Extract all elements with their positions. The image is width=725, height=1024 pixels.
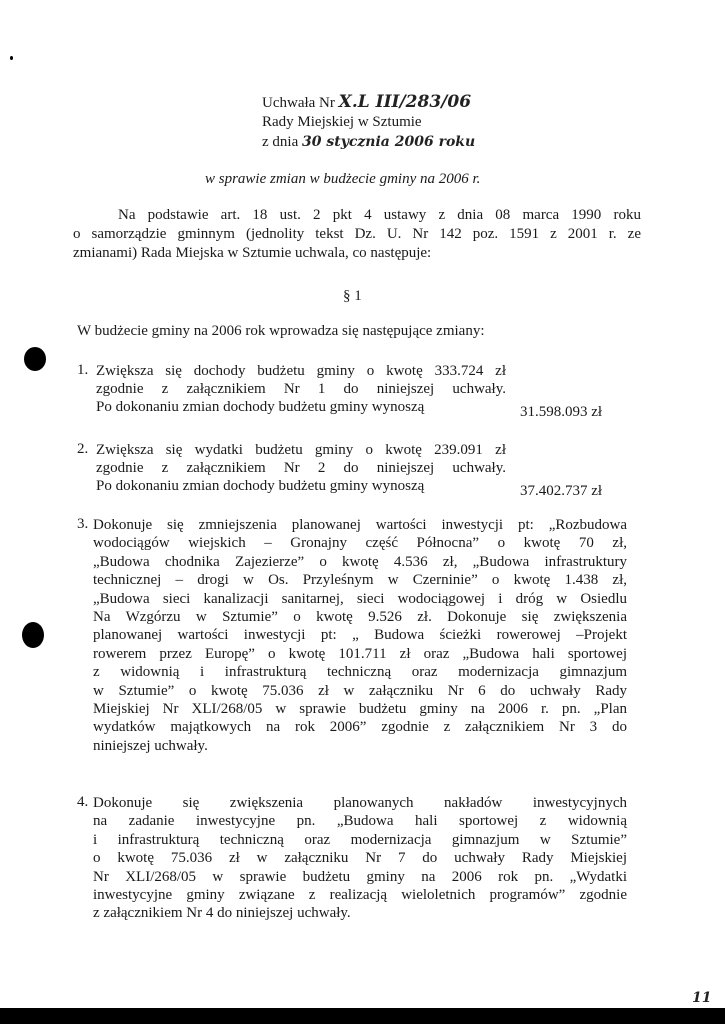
list-item bbox=[93, 794, 627, 923]
item-line: Nr XLI/268/05 w sprawie budżetu gminy na 2006 rok pn. „Wydatki bbox=[93, 868, 627, 885]
subject-line: w sprawie zmian w budżecie gminy na 2006 r. bbox=[205, 171, 481, 187]
council-name: Rady Miejskiej w Sztumie bbox=[262, 114, 422, 130]
page-number: 11 bbox=[692, 990, 712, 1006]
list-item bbox=[96, 362, 506, 416]
item-line: Po dokonaniu zmian dochody budżetu gminy wynoszą bbox=[96, 399, 425, 415]
item-amount: 31.598.093 zł bbox=[520, 404, 603, 420]
item-line: Zwiększa się wydatki budżetu gminy o kwotę 239.091 zł bbox=[96, 442, 506, 458]
item-number: 4. bbox=[77, 794, 89, 810]
item-line: Dokonuje się zwiększenia planowanych nakładów inwestycyjnych bbox=[93, 795, 627, 811]
preamble-line: zmianami) Rada Miejska w Sztumie uchwala, co następuje: bbox=[73, 245, 432, 261]
item-number: 3. bbox=[77, 516, 89, 532]
list-item bbox=[93, 516, 627, 755]
item-number: 2. bbox=[77, 441, 89, 457]
item-line: w Sztumie” o kwotę 75.036 zł w załączniku Nr 6 do uchwały Rady bbox=[93, 682, 627, 699]
date-value: 30 stycznia 2006 roku bbox=[301, 134, 476, 150]
item-line: wodociągów wiejskich – Gronajny część Północna” o kwotę 70 zł, bbox=[93, 535, 627, 552]
item-line: Na Wzgórzu w Sztumie” o kwotę 9.526 zł. Dokonuje się zwiększenia bbox=[93, 609, 627, 626]
item-line: wydatków majątkowych na rok 2006” zgodnie z załącznikiem Nr 3 do bbox=[93, 719, 627, 736]
item-amount: 37.402.737 zł bbox=[520, 483, 603, 499]
item-line: „Budowa chodnika Zajezierze” o kwotę 4.536 zł, „Budowa infrastruktury bbox=[93, 553, 627, 570]
item-line: inwestycyjne gminy związane z realizacją wieloletnich programów” zgodnie bbox=[93, 887, 627, 904]
item-line: na zadanie inwestycyjne pn. „Budowa hali sportowej z widownią bbox=[93, 813, 627, 830]
item-line: Miejskiej Nr XLI/268/05 w sprawie budżetu gminy na 2006 r. pn. „Plan bbox=[93, 701, 627, 718]
item-line: „Budowa sieci kanalizacji sanitarnej, sieci wodociągowej i dróg w Osiedlu bbox=[93, 590, 627, 607]
item-line: Dokonuje się zmniejszenia planowanej wartości inwestycji pt: „Rozbudowa bbox=[93, 517, 627, 533]
item-line: Po dokonaniu zmian dochody budżetu gminy wynoszą bbox=[96, 478, 425, 494]
item-line: i infrastrukturą techniczną oraz modernizacja gimnazjum w Sztumie” bbox=[93, 831, 627, 848]
list-item bbox=[96, 441, 506, 495]
resolution-title bbox=[262, 93, 471, 112]
preamble-line: Na podstawie art. 18 ust. 2 pkt 4 ustawy z dnia 08 marca 1990 roku bbox=[118, 207, 641, 223]
item-line: niniejszej uchwały. bbox=[93, 737, 208, 754]
item-line: planowanej wartości inwestycji pt: „ Budowa ścieżki rowerowej –Projekt bbox=[93, 627, 627, 644]
intro-text: W budżecie gminy na 2006 rok wprowadza się następujące zmiany: bbox=[77, 323, 485, 339]
resolution-label: Uchwała Nr bbox=[262, 95, 335, 111]
preamble bbox=[73, 206, 641, 263]
resolution-number: X.L III/283/06 bbox=[338, 92, 472, 112]
item-line: technicznej – drogi w Os. Przyleśnym w Czerninie” o kwotę 1.438 zł, bbox=[93, 572, 627, 589]
section-mark: § 1 bbox=[343, 288, 362, 304]
punch-hole-mark bbox=[22, 622, 44, 648]
item-line: zgodnie z załącznikiem Nr 1 do niniejszej uchwały. bbox=[96, 381, 506, 397]
punch-hole-mark bbox=[24, 347, 46, 371]
item-line: o kwotę 75.036 zł w załączniku Nr 7 do uchwały Rady Miejskiej bbox=[93, 850, 627, 867]
scan-bottom-edge bbox=[0, 1008, 725, 1024]
preamble-line: o samorządzie gminnym (jednolity tekst Dz. U. Nr 142 poz. 1591 z 2001 r. ze bbox=[73, 226, 641, 242]
item-number: 1. bbox=[77, 362, 89, 378]
item-line: z widownią i infrastrukturą techniczną oraz modernizacja gimnazjum bbox=[93, 664, 627, 681]
item-line: zgodnie z załącznikiem Nr 2 do niniejszej uchwały. bbox=[96, 460, 506, 476]
date-label: z dnia bbox=[262, 134, 299, 150]
item-line: rowerem przez Europę” o kwotę 101.711 zł oraz „Budowa hali sportowej bbox=[93, 645, 627, 662]
scan-speck bbox=[10, 56, 13, 60]
resolution-date bbox=[262, 133, 475, 151]
item-line: Zwiększa się dochody budżetu gminy o kwotę 333.724 zł bbox=[96, 363, 506, 379]
item-line: z załącznikiem Nr 4 do niniejszej uchwały. bbox=[93, 905, 351, 922]
